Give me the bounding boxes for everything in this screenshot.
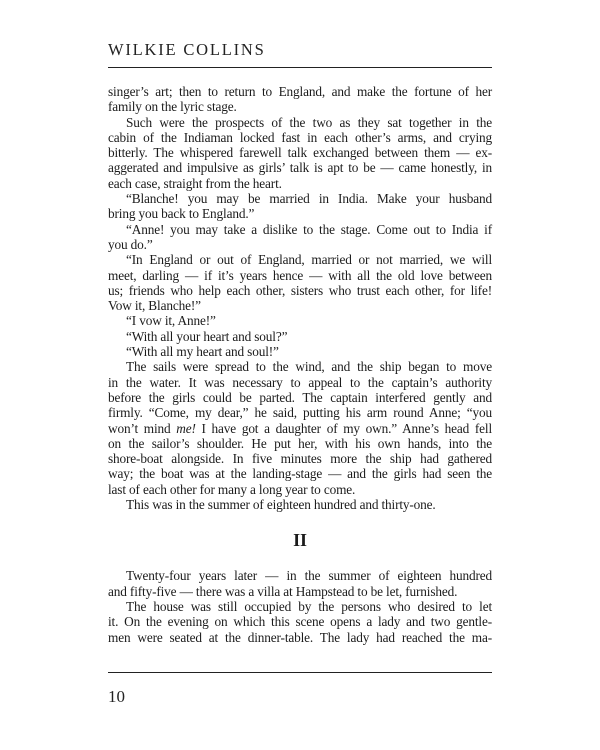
text-line: firmly. “Come, my dear,” he said, putting his arm round Anne; “you [108,405,492,421]
footer-rule [108,672,492,673]
text-line: family on the lyric stage. [108,99,237,115]
emphasis-text: me! [176,420,196,436]
text-line: “With all my heart and soul!” [126,344,279,360]
text-line: shore-boat alongside. In five minutes more the ship had gathered [108,451,492,467]
text-line: and fifty-five — there was a villa at Hampstead to be let, furnished. [108,583,458,599]
header-rule [108,67,492,68]
text-line: before the girls could be parted. The captain interfered gently and [108,389,492,405]
text-line: This was in the summer of eighteen hundred and thirty-one. [126,497,436,513]
text-line: Such were the prospects of the two as they sat together in the [126,114,492,130]
text-fragment: I have got a daughter of my own.” Anne’s head fell [195,420,492,436]
text-line: last of each other for many a long year to come. [108,481,356,497]
text-line: you do.” [108,236,153,252]
text-line: men were seated at the dinner-table. The lady had reached the ma- [108,629,492,645]
text-line: The sails were spread to the wind, and the ship began to move [126,359,492,375]
text-line: bring you back to England.” [108,206,255,222]
text-line: “Anne! you may take a dislike to the stage. Come out to India if [126,221,492,237]
text-line: bitterly. The whispered farewell talk exchanged between them — ex- [108,145,492,161]
text-line: meet, darling — if it’s years hence — with all the old love between [108,267,492,283]
text-line: “Blanche! you may be married in India. Make your husband [126,191,492,207]
text-line: The house was still occupied by the persons who desired to let [126,598,492,614]
text-line: “I vow it, Anne!” [126,313,216,329]
text-line: on the sailor’s shoulder. He put her, with his own hands, into the [108,435,492,451]
text-line [108,421,492,436]
text-line: Vow it, Blanche!” [108,298,201,314]
text-line: Twenty-four years later — in the summer of eighteen hundred [126,568,492,584]
text-fragment: won’t mind [108,420,177,436]
running-head-author: WILKIE COLLINS [108,40,266,59]
page-number: 10 [108,687,125,706]
text-line: “With all your heart and soul?” [126,328,288,344]
text-line: cabin of the Indiaman locked fast in each other’s arms, and crying [108,129,492,145]
text-line: in the water. It was necessary to appeal to the captain’s authority [108,374,492,390]
text-line: each case, straight from the heart. [108,175,282,191]
chapter-heading: II [293,530,307,551]
text-line: it. On the evening on which this scene opens a lady and two gentle- [108,614,492,630]
text-line: “In England or out of England, married or not married, we will [126,252,492,268]
text-line: way; the boat was at the landing-stage — and the girls had seen the [108,466,492,482]
text-line: aggerated and impulsive as girls’ talk is apt to be — came honestly, in [108,160,492,176]
text-line: singer’s art; then to return to England, and make the fortune of her [108,84,492,99]
text-line: us; friends who help each other, sisters who trust each other, for life! [108,282,492,298]
body-text [108,84,492,645]
